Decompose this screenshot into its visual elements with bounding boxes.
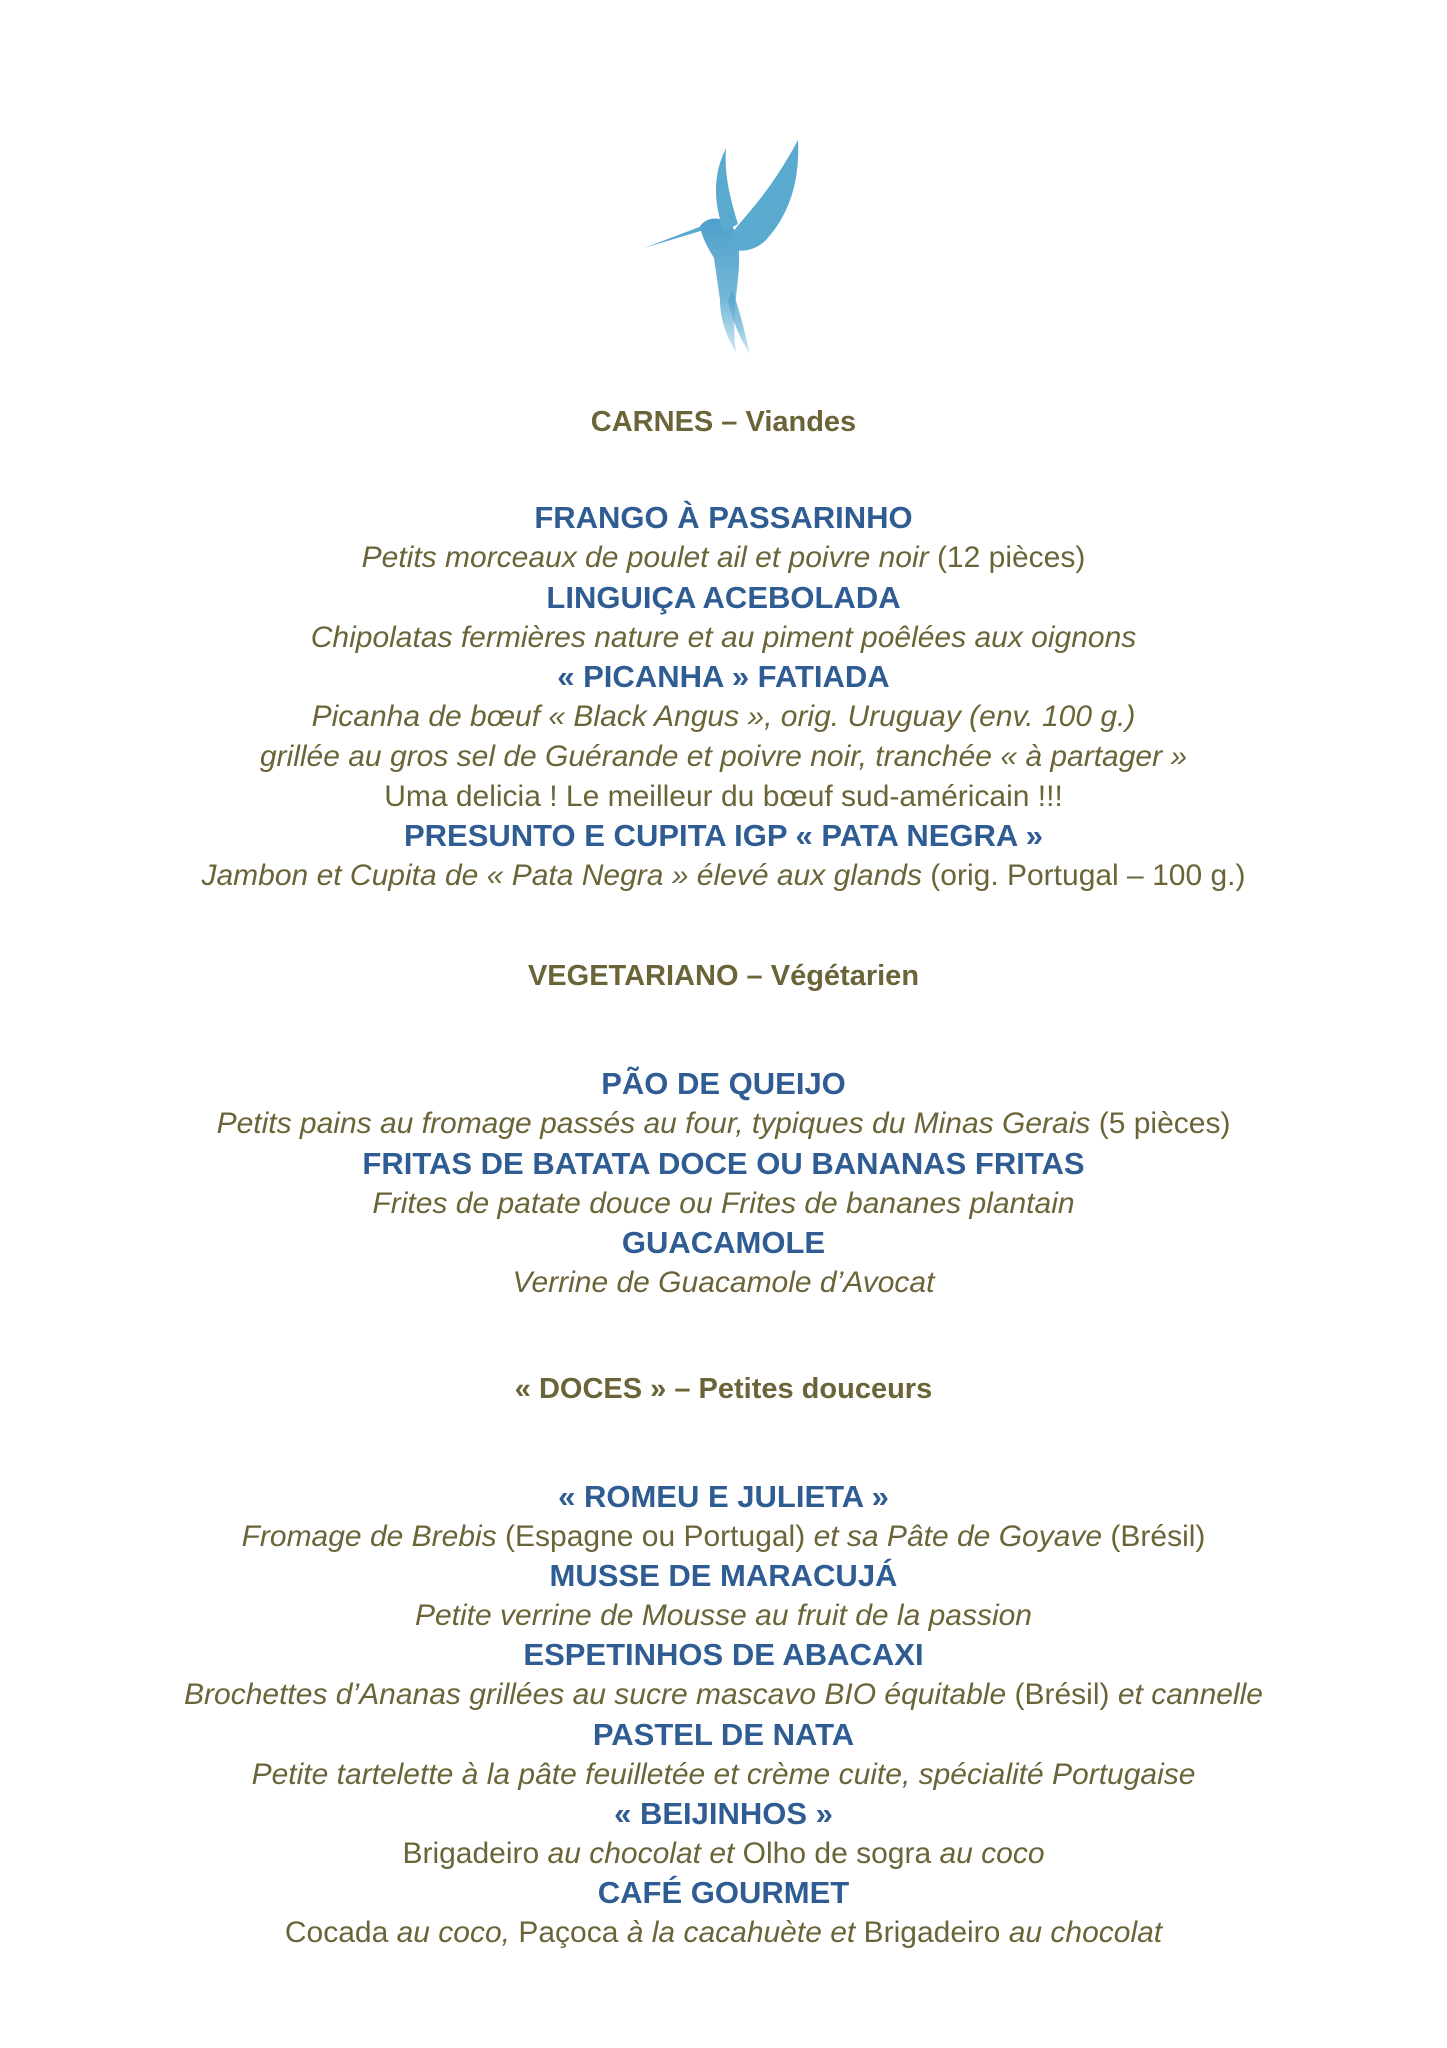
dish-description: Verrine de Guacamole d’Avocat	[512, 1266, 935, 1299]
dish-description: Frites de patate douce ou Frites de bananes plantain	[372, 1187, 1075, 1220]
dish-description: Petits pains au fromage passés au four, typiques du Minas Gerais (5 pièces)	[216, 1107, 1231, 1140]
dish-name: PÃO DE QUEIJO	[601, 1066, 846, 1101]
dish-description: Brigadeiro au chocolat et Olho de sogra au coco	[402, 1837, 1045, 1870]
dish-description: Fromage de Brebis (Espagne ou Portugal) et sa Pâte de Goyave (Brésil)	[241, 1520, 1206, 1553]
dish-name: PASTEL DE NATA	[592, 1717, 855, 1752]
dish-name: FRITAS DE BATATA DOCE OU BANANAS FRITAS	[362, 1146, 1085, 1181]
dish-description: Petite verrine de Mousse au fruit de la passion	[414, 1599, 1032, 1632]
dish-name: LINGUIÇA ACEBOLADA	[546, 580, 901, 615]
dish-name: « PICANHA » FATIADA	[557, 659, 890, 694]
dish-description: Petits morceaux de poulet ail et poivre noir (12 pièces)	[361, 541, 1086, 574]
dish-description: grillée au gros sel de Guérande et poivre noir, tranchée « à partager »	[259, 740, 1188, 773]
dish-description: Uma delicia ! Le meilleur du bœuf sud-américain !!!	[384, 780, 1063, 813]
dish-name: PRESUNTO E CUPITA IGP « PATA NEGRA »	[403, 818, 1044, 853]
section-title-doces: « DOCES » – Petites douceurs	[514, 1373, 933, 1405]
dish-description: Chipolatas fermières nature et au piment poêlées aux oignons	[310, 621, 1137, 654]
dish-name: MUSSE DE MARACUJÁ	[549, 1558, 898, 1593]
dish-description: Cocada au coco, Paçoca à la cacahuète et Brigadeiro au chocolat	[284, 1916, 1163, 1949]
dish-name: ESPETINHOS DE ABACAXI	[523, 1637, 924, 1672]
dish-name: GUACAMOLE	[621, 1225, 826, 1260]
dish-description: Picanha de bœuf « Black Angus », orig. Uruguay (env. 100 g.)	[311, 700, 1136, 733]
dish-name: « ROMEU E JULIETA »	[558, 1479, 889, 1514]
dish-description: Jambon et Cupita de « Pata Negra » élevé aux glands (orig. Portugal – 100 g.)	[201, 859, 1246, 892]
section-title-carnes: CARNES – Viandes	[590, 406, 857, 438]
dish-name: « BEIJINHOS »	[614, 1796, 833, 1831]
dish-description: Brochettes d’Ananas grillées au sucre mascavo BIO équitable (Brésil) et cannelle	[184, 1678, 1263, 1711]
hummingbird-icon	[640, 140, 820, 360]
dish-description: Petite tartelette à la pâte feuilletée et crème cuite, spécialité Portugaise	[251, 1758, 1196, 1791]
section-title-vegetariano: VEGETARIANO – Végétarien	[527, 960, 920, 992]
dish-name: CAFÉ GOURMET	[597, 1875, 850, 1910]
dish-name: FRANGO À PASSARINHO	[534, 500, 913, 535]
